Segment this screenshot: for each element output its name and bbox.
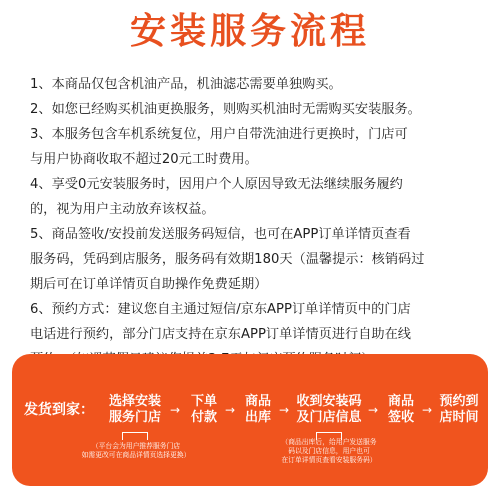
flow-step-line: 预约到 [439,394,479,409]
flow-step-line: 商品 [387,394,414,409]
flow-step-line: 付款 [190,410,217,425]
rule-line: 服务码，凭码到店服务，服务码有效期180天（温馨提示：核销码过 [30,252,425,267]
note-bracket [122,432,148,440]
flow-step-line: 及门店信息 [296,410,362,425]
flow-step-line: 收到安装码 [296,394,362,409]
flow-step-outbound [238,394,278,426]
arrow-icon: → [225,403,236,417]
arrow-icon: → [279,403,290,417]
note-line: 在订单详情页查看安装服务码） [281,456,377,464]
flow-step-select-store [100,394,170,426]
flow-step-sign [381,394,421,426]
arrow-icon: → [368,403,379,417]
flow-step-line: 服务门店 [108,410,161,425]
rule-line: 期后可在订单详情页自助操作免费延期） [30,277,268,292]
note-line: （平台会为用户推荐服务门店 [91,442,181,450]
note-line: （商品出库后，给用户发送服务 [281,438,377,446]
note-store-recommend [68,442,204,460]
rule-line: 3、本服务包含车机系统复位，用户自带洗油进行更换时，门店可 [30,127,408,142]
flow-step-receive-code [292,394,366,426]
note-line: 码以及门店信息，用户也可 [288,447,370,455]
rule-line: 2、如您已经购买机油更换服务，则购买机油时无需购买安装服务。 [30,102,421,117]
flow-step-book-time [432,394,486,426]
rule-line: 4、享受0元安装服务时，因用户个人原因导致无法继续服务履约 [30,177,403,192]
rule-line: 1、本商品仅包含机油产品，机油滤芯需要单独购买。 [30,77,342,92]
note-code-info [264,438,394,465]
rule-line: 电话进行预约，部分门店支持在京东APP订单详情页进行自助在线 [30,327,411,342]
flow-step-line: 商品 [244,394,271,409]
flow-step-line: 签收 [387,410,414,425]
rule-line: 6、预约方式：建议您自主通过短信/京东APP订单详情页中的门店 [30,302,411,317]
page-title: 安装服务流程 [129,11,370,52]
flow-panel [12,354,488,486]
flow-step-line: 店时间 [439,410,479,425]
note-line: 如需更改可在商品详情页选择更换） [81,451,191,459]
flow-step-line: 下单 [190,394,217,409]
flow-step-pay [184,394,224,426]
flow-lead: 发货到家： [24,402,94,418]
arrow-icon: → [170,403,181,417]
flow-step-line: 出库 [244,410,271,425]
rule-line: 5、商品签收/安投前发送服务码短信，也可在APP订单详情页查看 [30,227,411,242]
arrow-icon: → [422,403,433,417]
rule-line: 与用户协商收取不超过20元工时费用。 [30,152,258,167]
rules-list [30,72,478,372]
rule-line: 的，视为用户主动放弃该权益。 [30,202,215,217]
flow-step-line: 选择安装 [108,394,161,409]
